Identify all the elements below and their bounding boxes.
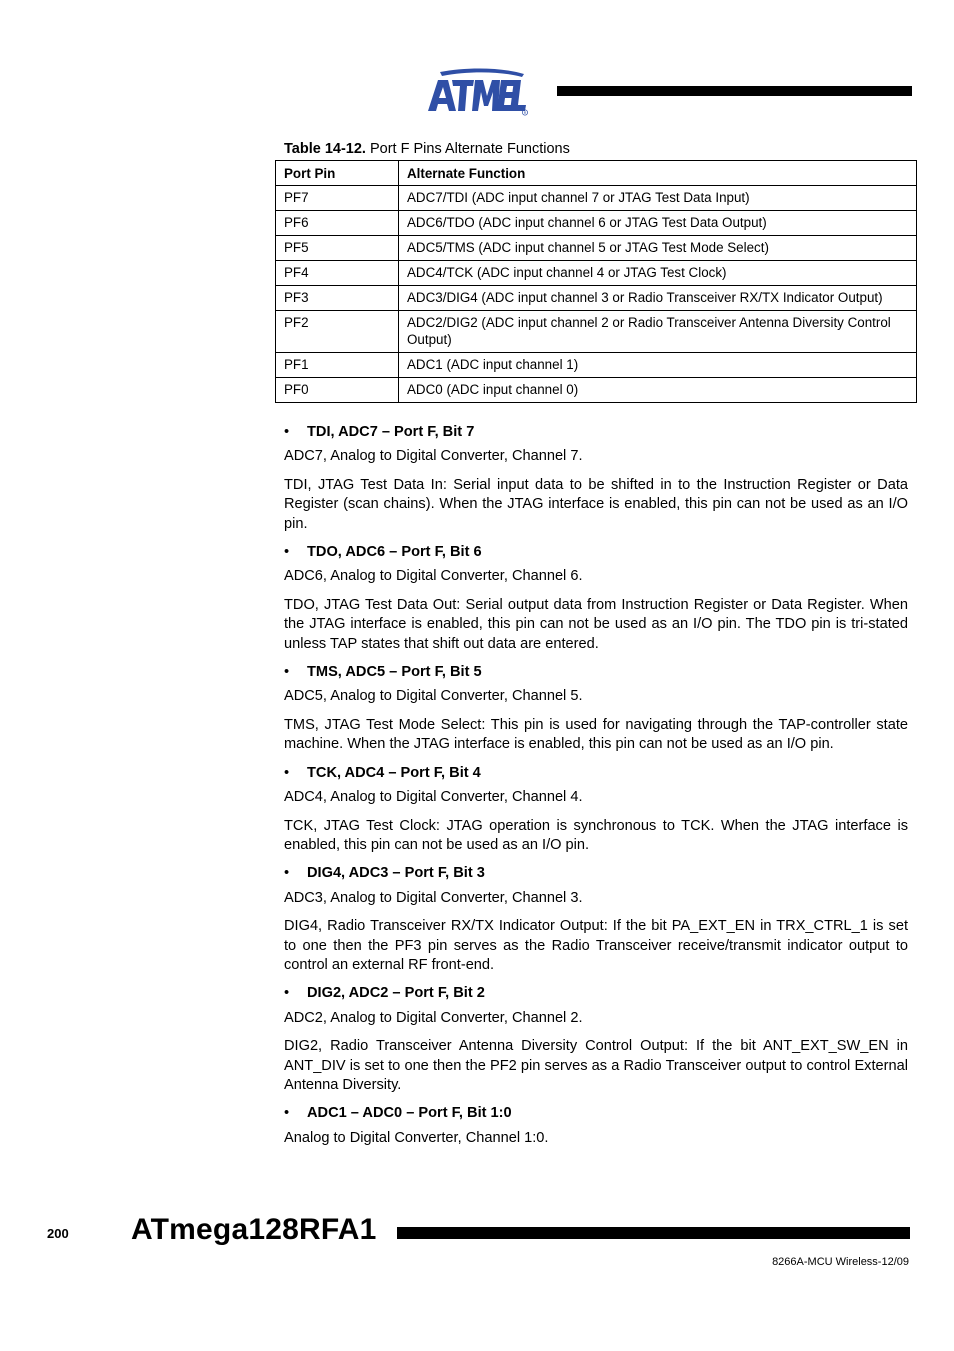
page-number: 200 [47,1226,69,1241]
section-heading-text: DIG2, ADC2 – Port F, Bit 2 [307,985,485,1002]
section-paragraph: ADC5, Analog to Digital Converter, Channel 5. [284,688,583,705]
table-row [276,261,917,286]
bullet-icon: • [284,424,290,440]
document-title: ATmega128RFA1 [131,1213,377,1246]
section-pf4 [284,764,908,856]
section-paragraph: ADC2, Analog to Digital Converter, Channel 2. [284,1009,583,1026]
bullet-icon: • [284,985,290,1002]
document-code: 8266A-MCU Wireless-12/09 [772,1256,909,1268]
table-caption-text: Port F Pins Alternate Functions [365,141,570,157]
bullet-icon: • [284,544,290,561]
section-pf3 [284,864,908,975]
section-pf5 [284,663,908,755]
bullet-icon: • [284,865,290,882]
table-caption-label: Table 14-12. [284,141,366,157]
pin-descriptions [284,423,908,1157]
table-row [276,186,917,211]
svg-text:R: R [523,111,527,115]
port-pin-cell: PF4 [276,261,399,286]
port-pin-cell: PF5 [276,236,399,261]
port-f-pins-table [275,160,917,403]
section-heading [284,1104,908,1123]
section-heading [284,764,908,783]
port-pin-cell: PF7 [276,186,399,211]
section-paragraph: TCK, JTAG Test Clock: JTAG operation is synchronous to TCK. When the JTAG interface is enabled, this pin can not be used as an I/O pin. [284,817,908,853]
section-heading-text: TDI, ADC7 – Port F, Bit 7 [307,424,475,440]
section-paragraph: ADC4, Analog to Digital Converter, Channel 4. [284,789,583,806]
table-row [276,311,917,353]
port-pin-cell: PF6 [276,211,399,236]
section-pf2 [284,984,908,1095]
section-heading [284,663,908,682]
bullet-icon: • [284,664,290,681]
atmel-logo [426,68,530,116]
section-paragraph: Analog to Digital Converter, Channel 1:0. [284,1129,549,1146]
section-paragraph: TDO, JTAG Test Data Out: Serial output data from Instruction Register or Data Register. When the JTAG interface is enabled, this pin can not be used as an I/O pin. The TDO pin is tri-stated unless TAP states that shift out data are entered. [284,596,908,652]
alternate-function-cell: ADC7/TDI (ADC input channel 7 or JTAG Test Data Input) [399,186,917,211]
section-pf1-pf0 [284,1104,908,1148]
section-heading-text: ADC1 – ADC0 – Port F, Bit 1:0 [307,1105,512,1122]
header-rule [557,86,912,96]
section-paragraph: ADC3, Analog to Digital Converter, Channel 3. [284,889,583,906]
table-row [276,236,917,261]
section-pf6 [284,543,908,654]
table-row [276,211,917,236]
alternate-function-cell: ADC5/TMS (ADC input channel 5 or JTAG Test Mode Select) [399,236,917,261]
section-heading [284,984,908,1003]
port-pin-cell: PF0 [276,378,399,403]
section-pf7 [284,423,908,534]
alternate-function-cell: ADC4/TCK (ADC input channel 4 or JTAG Test Clock) [399,261,917,286]
section-heading-text: TDO, ADC6 – Port F, Bit 6 [307,544,482,561]
section-heading [284,423,908,442]
alternate-function-cell: ADC3/DIG4 (ADC input channel 3 or Radio Transceiver RX/TX Indicator Output) [399,286,917,311]
alternate-function-cell: ADC0 (ADC input channel 0) [399,378,917,403]
table-row [276,286,917,311]
section-heading-text: TCK, ADC4 – Port F, Bit 4 [307,764,481,781]
section-heading-text: TMS, ADC5 – Port F, Bit 5 [307,664,482,681]
table-row [276,353,917,378]
alternate-function-cell: ADC6/TDO (ADC input channel 6 or JTAG Test Data Output) [399,211,917,236]
column-header-alternate-function: Alternate Function [399,161,917,186]
table-caption [284,141,570,157]
section-paragraph: TDI, JTAG Test Data In: Serial input data to be shifted in to the Instruction Register or Data Register (scan chains). When the JTAG interface is enabled, this pin can not be used as an I/O pin. [284,476,908,532]
section-paragraph: TMS, JTAG Test Mode Select: This pin is used for navigating through the TAP-controller state machine. When the JTAG interface is enabled, this pin can not be used as an I/O pin. [284,716,908,753]
port-pin-cell: PF2 [276,311,399,353]
section-heading-text: DIG4, ADC3 – Port F, Bit 3 [307,865,485,882]
section-paragraph: DIG4, Radio Transceiver RX/TX Indicator Output: If the bit PA_EXT_EN in TRX_CTRL_1 is set to one then the PF3 pin serves as the Radio Transceiver receive/transmit indicator output to control an external RF front-end. [284,918,908,973]
section-heading [284,864,908,883]
section-paragraph: ADC6, Analog to Digital Converter, Channel 6. [284,568,583,585]
alternate-function-cell: ADC2/DIG2 (ADC input channel 2 or Radio Transceiver Antenna Diversity Control Output) [399,311,917,353]
bullet-icon: • [284,1105,290,1122]
table-row [276,378,917,403]
section-paragraph: DIG2, Radio Transceiver Antenna Diversity Control Output: If the bit ANT_EXT_SW_EN in ANT_DIV is set to one then the PF2 pin serves as a Radio Transceiver output to control External Antenna Diversity. [284,1038,908,1093]
bullet-icon: • [284,764,290,781]
section-paragraph: ADC7, Analog to Digital Converter, Channel 7. [284,448,583,465]
column-header-port-pin: Port Pin [276,161,399,186]
footer-rule [397,1227,910,1239]
port-pin-cell: PF3 [276,286,399,311]
alternate-function-cell: ADC1 (ADC input channel 1) [399,353,917,378]
table-header-row [276,161,917,186]
port-pin-cell: PF1 [276,353,399,378]
section-heading [284,543,908,562]
